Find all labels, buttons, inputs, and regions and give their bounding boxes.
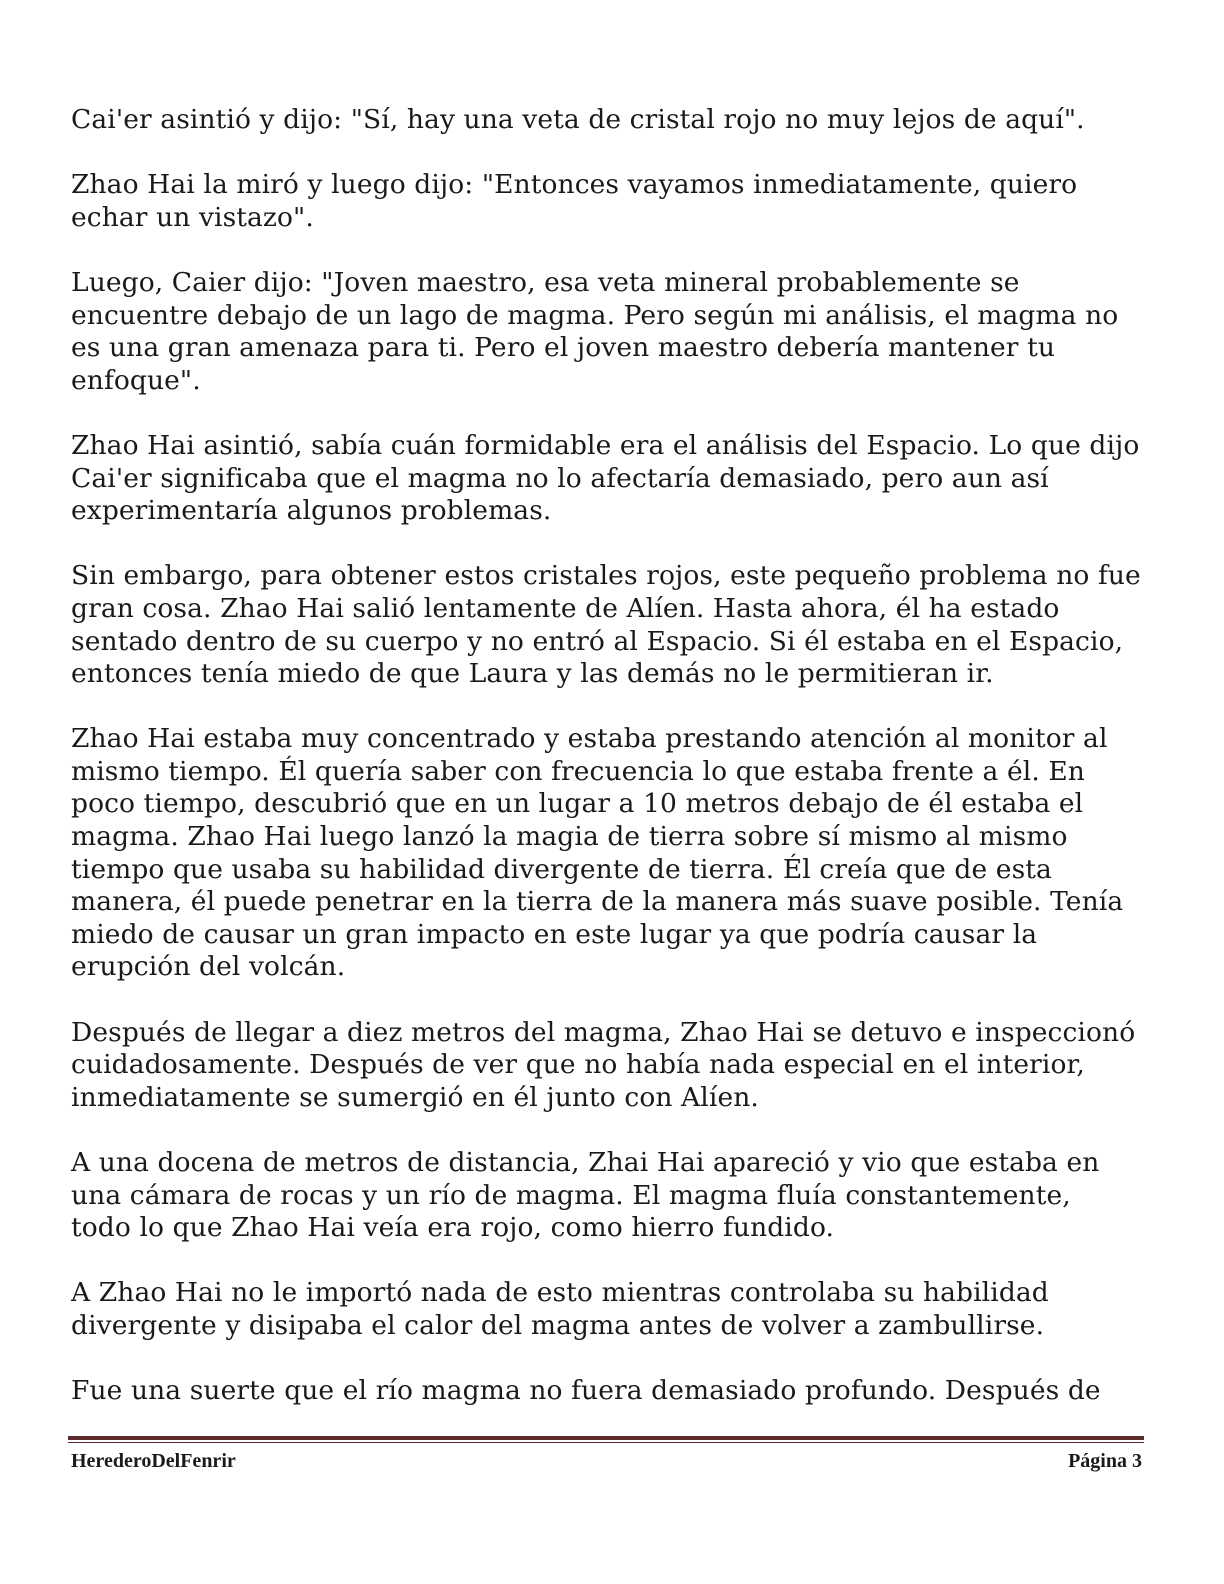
footer-page-number: Página 3 (1068, 1450, 1142, 1472)
paragraph: A una docena de metros de distancia, Zhai Hai apareció y vio que estaba en una cámara de rocas y un río de magma. El magma fluía constantemente, todo lo que Zhao Hai veía era rojo, como hierro fundido. (71, 1147, 1100, 1244)
footer-divider-thin (68, 1442, 1144, 1443)
paragraph: Cai'er asintió y dijo: "Sí, hay una veta de cristal rojo no muy lejos de aquí". (71, 104, 1085, 135)
footer-divider (68, 1436, 1144, 1440)
paragraph: Zhao Hai estaba muy concentrado y estaba prestando atención al monitor al mismo tiempo. Él quería saber con frecuencia lo que estaba frente a él. En poco tiempo, descubrió que en un lugar a 10 metros debajo de él estaba el magma. Zhao Hai luego lanzó la magia de tierra sobre sí mismo al mismo tiempo que usaba su habilidad divergente de tierra. Él creía que de esta manera, él puede penetrar en la tierra de la manera más suave posible. Tenía miedo de causar un gran impacto en este lugar ya que podría causar la erupción del volcán. (71, 723, 1124, 983)
footer-author: HerederoDelFenrir (71, 1450, 236, 1472)
paragraph: Zhao Hai la miró y luego dijo: "Entonces vayamos inmediatamente, quiero echar un vistazo". (71, 169, 1078, 233)
paragraph: Luego, Caier dijo: "Joven maestro, esa veta mineral probablemente se encuentre debajo de un lago de magma. Pero según mi análisis, el magma no es una gran amenaza para ti. Pero el joven maestro debería mantener tu enfoque". (71, 266, 1119, 396)
paragraph: Fue una suerte que el río magma no fuera demasiado profundo. Después de (71, 1375, 1101, 1407)
paragraph: Zhao Hai asintió, sabía cuán formidable era el análisis del Espacio. Lo que dijo Cai'er significaba que el magma no lo afectaría demasiado, pero aun así experimentaría algunos problemas. (71, 429, 1140, 527)
page-body (71, 104, 1151, 1440)
paragraph: Sin embargo, para obtener estos cristales rojos, este pequeño problema no fue gran cosa. Zhao Hai salió lentamente de Alíen. Hasta ahora, él ha estado sentado dentro de su cuerpo y no entró al Espacio. Si él estaba en el Espacio, entonces tenía miedo de que Laura y las demás no le permitieran ir. (71, 560, 1141, 690)
paragraph: A Zhao Hai no le importó nada de esto mientras controlaba su habilidad divergente y disipaba el calor del magma antes de volver a zambullirse. (71, 1277, 1049, 1341)
paragraph: Después de llegar a diez metros del magma, Zhao Hai se detuvo e inspeccionó cuidadosamente. Después de ver que no había nada especial en el interior, inmediatamente se sumergió en él junto con Alíen. (71, 1016, 1136, 1113)
